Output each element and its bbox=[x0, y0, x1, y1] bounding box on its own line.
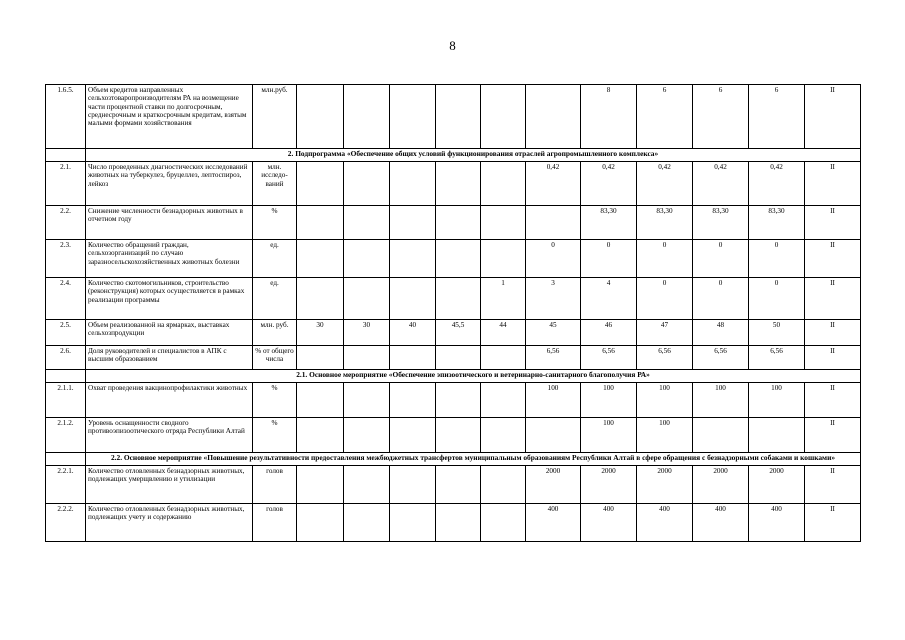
section-header-row bbox=[46, 453, 861, 466]
unit-cell: голов bbox=[253, 466, 297, 504]
page-number: 8 bbox=[449, 38, 456, 53]
indicator-name: Доля руководителей и специалистов в АПК с высшим образованием bbox=[86, 346, 253, 370]
value-cell bbox=[481, 206, 526, 240]
value-cell: 6,56 bbox=[637, 346, 693, 370]
value-cell: 100 bbox=[581, 418, 637, 453]
value-cell bbox=[297, 346, 344, 370]
value-cell bbox=[526, 418, 581, 453]
value-cell bbox=[526, 85, 581, 149]
program-cell: II bbox=[805, 240, 861, 278]
value-cell: 6,56 bbox=[693, 346, 749, 370]
value-cell: 400 bbox=[581, 504, 637, 542]
value-cell: 3 bbox=[526, 278, 581, 320]
value-cell bbox=[436, 162, 481, 206]
value-cell bbox=[297, 162, 344, 206]
program-cell: II bbox=[805, 346, 861, 370]
unit-cell: голов bbox=[253, 504, 297, 542]
indicator-name: Уровень оснащенности сводного противоэпизоотического отряда Республики Алтай bbox=[86, 418, 253, 453]
value-cell bbox=[390, 278, 436, 320]
value-cell bbox=[436, 206, 481, 240]
value-cell: 2000 bbox=[526, 466, 581, 504]
row-number: 2.2.2. bbox=[46, 504, 86, 542]
value-cell: 400 bbox=[693, 504, 749, 542]
value-cell: 83,30 bbox=[581, 206, 637, 240]
section-title: 2.1. Основное мероприятие «Обеспечение эпизоотического и ветеринарно-санитарного благополучия РА» bbox=[86, 370, 861, 383]
value-cell bbox=[390, 383, 436, 418]
program-cell: II bbox=[805, 383, 861, 418]
value-cell bbox=[481, 504, 526, 542]
indicator-name: Объем реализованной на ярмарках, выставках сельхозпродукции bbox=[86, 320, 253, 346]
empty-cell bbox=[46, 453, 86, 466]
row-number: 2.3. bbox=[46, 240, 86, 278]
value-cell: 2000 bbox=[581, 466, 637, 504]
value-cell bbox=[297, 206, 344, 240]
table-row bbox=[46, 240, 861, 278]
value-cell: 50 bbox=[749, 320, 805, 346]
value-cell bbox=[297, 466, 344, 504]
value-cell bbox=[436, 383, 481, 418]
value-cell bbox=[481, 346, 526, 370]
value-cell: 100 bbox=[581, 383, 637, 418]
value-cell bbox=[344, 162, 390, 206]
value-cell bbox=[436, 466, 481, 504]
program-cell: II bbox=[805, 206, 861, 240]
row-number: 2.1.1. bbox=[46, 383, 86, 418]
value-cell: 400 bbox=[749, 504, 805, 542]
section-header-row bbox=[46, 149, 861, 162]
value-cell: 0,42 bbox=[581, 162, 637, 206]
value-cell bbox=[344, 346, 390, 370]
row-number: 2.1.2. bbox=[46, 418, 86, 453]
indicator-name: Объем кредитов направленных сельхозтоваропроизводителям РА на возмещение части процентной ставки по долгосрочным, среднесрочным и краткосрочным кредитам, взятым малыми формами хозяйствования bbox=[86, 85, 253, 149]
value-cell bbox=[693, 418, 749, 453]
unit-cell: % от общего числа bbox=[253, 346, 297, 370]
table-row bbox=[46, 162, 861, 206]
program-cell: II bbox=[805, 162, 861, 206]
value-cell: 30 bbox=[297, 320, 344, 346]
value-cell bbox=[481, 383, 526, 418]
value-cell bbox=[344, 85, 390, 149]
value-cell: 83,30 bbox=[749, 206, 805, 240]
value-cell: 100 bbox=[749, 383, 805, 418]
row-number: 2.4. bbox=[46, 278, 86, 320]
value-cell bbox=[297, 85, 344, 149]
indicator-name: Количество обращений граждан, сельхозорганизаций по случаю заразносельскохозяйственных животных болезни bbox=[86, 240, 253, 278]
value-cell bbox=[297, 418, 344, 453]
unit-cell: % bbox=[253, 418, 297, 453]
value-cell bbox=[390, 240, 436, 278]
value-cell bbox=[344, 466, 390, 504]
value-cell bbox=[436, 278, 481, 320]
value-cell bbox=[390, 504, 436, 542]
value-cell bbox=[297, 504, 344, 542]
value-cell: 0 bbox=[637, 240, 693, 278]
value-cell: 100 bbox=[637, 383, 693, 418]
unit-cell: млн. исследо-ваний bbox=[253, 162, 297, 206]
value-cell: 6,56 bbox=[526, 346, 581, 370]
section-header-row bbox=[46, 370, 861, 383]
value-cell: 0,42 bbox=[749, 162, 805, 206]
value-cell: 6 bbox=[749, 85, 805, 149]
value-cell: 8 bbox=[581, 85, 637, 149]
value-cell: 40 bbox=[390, 320, 436, 346]
row-number: 2.2.1. bbox=[46, 466, 86, 504]
row-number: 2.1. bbox=[46, 162, 86, 206]
unit-cell: ед. bbox=[253, 278, 297, 320]
table-row bbox=[46, 383, 861, 418]
row-number: 2.5. bbox=[46, 320, 86, 346]
unit-cell: % bbox=[253, 383, 297, 418]
value-cell: 2000 bbox=[749, 466, 805, 504]
value-cell bbox=[481, 240, 526, 278]
value-cell: 100 bbox=[526, 383, 581, 418]
value-cell: 2000 bbox=[637, 466, 693, 504]
value-cell bbox=[481, 85, 526, 149]
section-title: 2. Подпрограмма «Обеспечение общих условий функционирования отраслей агропромышленного комплекса» bbox=[86, 149, 861, 162]
value-cell: 30 bbox=[344, 320, 390, 346]
value-cell: 48 bbox=[693, 320, 749, 346]
indicator-name: Количество отловленных безнадзорных животных, подлежащих учету и содержанию bbox=[86, 504, 253, 542]
value-cell bbox=[436, 418, 481, 453]
table-row bbox=[46, 85, 861, 149]
empty-cell bbox=[46, 149, 86, 162]
value-cell: 100 bbox=[693, 383, 749, 418]
value-cell bbox=[344, 240, 390, 278]
program-cell: II bbox=[805, 504, 861, 542]
table-row bbox=[46, 206, 861, 240]
unit-cell: млн.руб. bbox=[253, 85, 297, 149]
table-row bbox=[46, 418, 861, 453]
indicator-name: Снижение численности безнадзорных животных в отчетном году bbox=[86, 206, 253, 240]
program-cell: II bbox=[805, 85, 861, 149]
value-cell: 0 bbox=[693, 240, 749, 278]
value-cell: 400 bbox=[637, 504, 693, 542]
value-cell: 6,56 bbox=[749, 346, 805, 370]
value-cell bbox=[344, 278, 390, 320]
program-cell: II bbox=[805, 278, 861, 320]
value-cell bbox=[436, 504, 481, 542]
value-cell bbox=[344, 383, 390, 418]
value-cell bbox=[390, 418, 436, 453]
value-cell: 6 bbox=[637, 85, 693, 149]
value-cell: 0 bbox=[749, 240, 805, 278]
table-row bbox=[46, 504, 861, 542]
value-cell: 0 bbox=[581, 240, 637, 278]
value-cell: 0,42 bbox=[526, 162, 581, 206]
value-cell bbox=[436, 240, 481, 278]
value-cell: 0 bbox=[749, 278, 805, 320]
value-cell: 83,30 bbox=[693, 206, 749, 240]
value-cell: 44 bbox=[481, 320, 526, 346]
value-cell: 0 bbox=[693, 278, 749, 320]
value-cell bbox=[526, 206, 581, 240]
value-cell: 45,5 bbox=[436, 320, 481, 346]
table-row bbox=[46, 466, 861, 504]
value-cell: 6 bbox=[693, 85, 749, 149]
value-cell: 100 bbox=[637, 418, 693, 453]
unit-cell: % bbox=[253, 206, 297, 240]
value-cell: 4 bbox=[581, 278, 637, 320]
table-row bbox=[46, 320, 861, 346]
value-cell: 83,30 bbox=[637, 206, 693, 240]
indicator-name: Число проведенных диагностических исследований животных на туберкулез, бруцеллез, лептоспироз, лейкоз bbox=[86, 162, 253, 206]
value-cell bbox=[481, 162, 526, 206]
value-cell: 47 bbox=[637, 320, 693, 346]
value-cell bbox=[344, 206, 390, 240]
program-cell: II bbox=[805, 320, 861, 346]
value-cell bbox=[481, 418, 526, 453]
value-cell: 0,42 bbox=[693, 162, 749, 206]
program-cell: II bbox=[805, 466, 861, 504]
value-cell bbox=[390, 162, 436, 206]
row-number: 2.2. bbox=[46, 206, 86, 240]
value-cell: 6,56 bbox=[581, 346, 637, 370]
section-title: 2.2. Основное мероприятие «Повышение результативности предоставления межбюджетных трансфертов муниципальным образованиям Республики Алтай в сфере обращения с безнадзорными собаками и кошками» bbox=[86, 453, 861, 466]
value-cell bbox=[481, 466, 526, 504]
value-cell bbox=[297, 240, 344, 278]
value-cell bbox=[344, 418, 390, 453]
value-cell: 1 bbox=[481, 278, 526, 320]
value-cell: 400 bbox=[526, 504, 581, 542]
value-cell: 45 bbox=[526, 320, 581, 346]
value-cell bbox=[390, 85, 436, 149]
value-cell bbox=[390, 206, 436, 240]
indicator-name: Количество скотомогильников, строительство (реконструкция) которых осуществляется в рамках реализации программы bbox=[86, 278, 253, 320]
indicators-table bbox=[45, 84, 861, 542]
unit-cell: млн. руб. bbox=[253, 320, 297, 346]
indicator-name: Охват проведения вакцинопрофилактики животных bbox=[86, 383, 253, 418]
program-cell: II bbox=[805, 418, 861, 453]
value-cell: 0,42 bbox=[637, 162, 693, 206]
value-cell bbox=[436, 85, 481, 149]
value-cell: 46 bbox=[581, 320, 637, 346]
empty-cell bbox=[46, 370, 86, 383]
unit-cell: ед. bbox=[253, 240, 297, 278]
value-cell bbox=[344, 504, 390, 542]
table-row bbox=[46, 346, 861, 370]
row-number: 2.6. bbox=[46, 346, 86, 370]
value-cell: 2000 bbox=[693, 466, 749, 504]
value-cell bbox=[390, 346, 436, 370]
value-cell: 0 bbox=[637, 278, 693, 320]
value-cell: 0 bbox=[526, 240, 581, 278]
indicator-name: Количество отловленных безнадзорных животных, подлежащих умерщвлению и утилизации bbox=[86, 466, 253, 504]
value-cell bbox=[749, 418, 805, 453]
value-cell bbox=[390, 466, 436, 504]
value-cell bbox=[297, 383, 344, 418]
table-row bbox=[46, 278, 861, 320]
row-number: 1.6.5. bbox=[46, 85, 86, 149]
value-cell bbox=[297, 278, 344, 320]
value-cell bbox=[436, 346, 481, 370]
